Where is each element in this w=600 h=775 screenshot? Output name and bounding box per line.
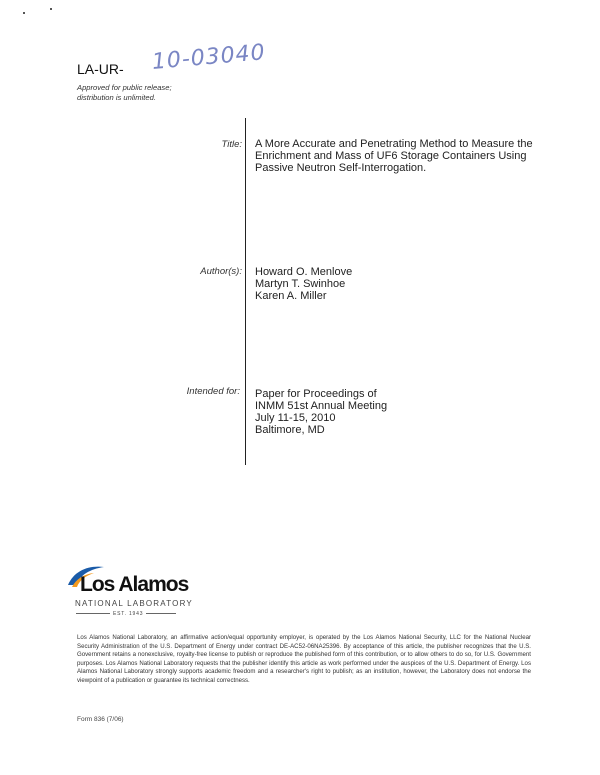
title-line: Enrichment and Mass of UF6 Storage Containers Using (255, 150, 527, 162)
scan-speck (23, 12, 25, 14)
release-note (77, 83, 172, 103)
intended-line: Baltimore, MD (255, 424, 325, 436)
form-number: Form 836 (7/06) (77, 716, 124, 723)
authors-value (255, 266, 352, 302)
report-label: LA-UR- (77, 61, 124, 77)
intended-for-label: Intended for: (186, 386, 240, 397)
author-name: Martyn T. Swinhoe (255, 278, 346, 290)
authors-label: Author(s): (200, 266, 242, 277)
title-label: Title: (221, 139, 242, 150)
title-line: Passive Neutron Self-Interrogation. (255, 162, 427, 174)
intended-line: Paper for Proceedings of (255, 388, 377, 400)
release-note-line: Approved for public release; (77, 83, 172, 92)
vertical-divider (245, 118, 246, 465)
title-line: A More Accurate and Penetrating Method to Measure the (255, 138, 533, 150)
intended-line: INMM 51st Annual Meeting (255, 400, 388, 412)
title-value (255, 138, 533, 174)
author-name: Howard O. Menlove (255, 266, 353, 278)
intended-line: July 11-15, 2010 (255, 412, 336, 424)
release-note-line: distribution is unlimited. (77, 93, 156, 102)
disclaimer-text: Los Alamos National Laboratory, an affirmative action/equal opportunity employer, is operated by the Los Alamos National Security, LLC for the National Nuclear Security Administration of the U.S. Department of Energy under contract DE-AC52-06NA25396. By acceptance of this article, the publisher recognizes that the U.S. Government retains a nonexclusive, royalty-free license to publish or reproduce the published form of this contribution, or to allow others to do so, for U.S. Government purposes. Los Alamos National Laboratory requests that the publisher identify this article as work performed under the auspices of the U.S. Department of Energy. Los Alamos National Laboratory strongly supports academic freedom and a researcher's right to publish; as an institution, however, the Laboratory does not endorse the viewpoint of a publication or guarantee its technical correctness. (77, 634, 531, 684)
logo-wordmark: Los Alamos (80, 573, 189, 596)
logo-subtitle: NATIONAL LABORATORY (75, 599, 193, 608)
logo-established: EST. 1943 (110, 611, 146, 617)
scan-speck (50, 8, 52, 10)
author-name: Karen A. Miller (255, 290, 327, 302)
intended-for-value (255, 388, 387, 436)
handwritten-report-number: 10-03040 (150, 40, 267, 75)
